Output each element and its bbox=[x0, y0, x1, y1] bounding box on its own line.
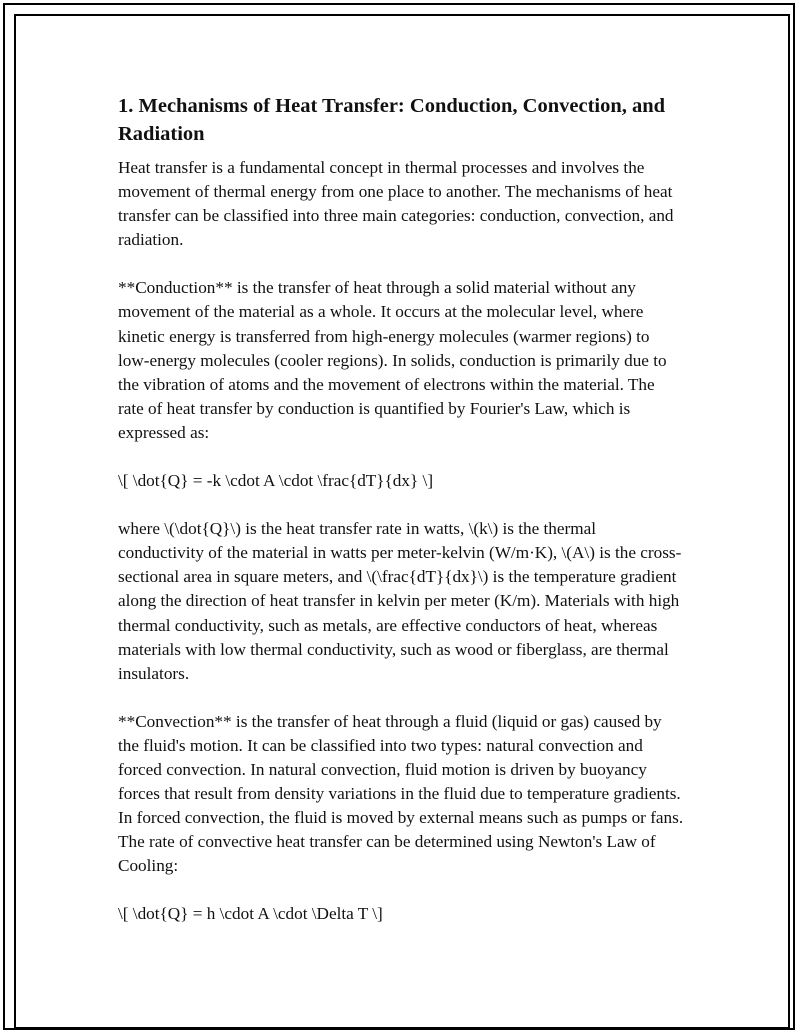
fourier-law-equation: \[ \dot{Q} = -k \cdot A \cdot \frac{dT}{dx} \] bbox=[118, 471, 434, 491]
document-body bbox=[118, 92, 684, 951]
conduction-variables-paragraph: where \(\dot{Q}\) is the heat transfer rate in watts, \(k\) is the thermal conductivity of the material in watts per meter-kelvin (W/m·K), \(A\) is the cross-sectional area in square meters, and \(\frac{dT}{dx}\) is the temperature gradient along the direction of heat transfer in kelvin per meter (K/m). Materials with high thermal conductivity, such as metals, are effective conductors of heat, whereas materials with low thermal conductivity, such as wood or fiberglass, are thermal insulators. bbox=[118, 519, 682, 683]
convection-paragraph: **Convection** is the transfer of heat through a fluid (liquid or gas) caused by the fluid's motion. It can be classified into two types: natural convection and forced convection. In natural convection, fluid motion is driven by buoyancy forces that result from density variations in the fluid due to temperature gradients. In forced convection, the fluid is moved by external means such as pumps or fans. The rate of convective heat transfer can be determined using Newton's Law of Cooling: bbox=[118, 711, 684, 876]
section-heading: 1. Mechanisms of Heat Transfer: Conduction, Convection, and Radiation bbox=[118, 95, 666, 145]
intro-paragraph: Heat transfer is a fundamental concept in thermal processes and involves the movement of thermal energy from one place to another. The mechanisms of heat transfer can be classified into three main categories: conduction, convection, and radiation. bbox=[118, 158, 674, 250]
newton-cooling-equation: \[ \dot{Q} = h \cdot A \cdot \Delta T \] bbox=[118, 904, 383, 924]
conduction-paragraph: **Conduction** is the transfer of heat through a solid material without any movement of the material as a whole. It occurs at the molecular level, where kinetic energy is transferred from high-energy molecules (warmer regions) to low-energy molecules (cooler regions). In solids, conduction is primarily due to the vibration of atoms and the movement of electrons within the material. The rate of heat transfer by conduction is quantified by Fourier's Law, which is expressed as: bbox=[118, 278, 667, 442]
